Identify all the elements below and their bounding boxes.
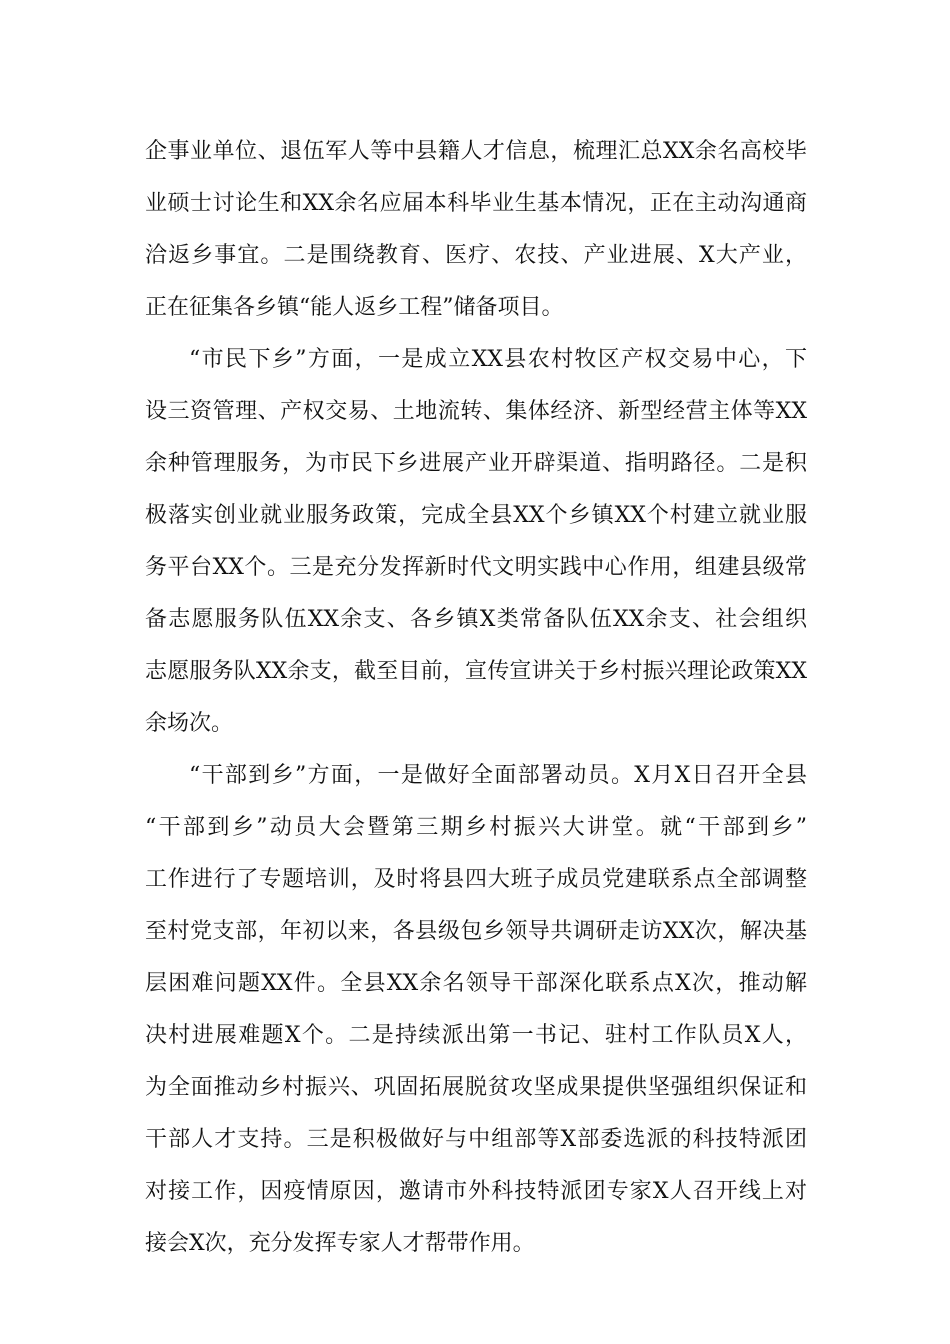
text-line: 至村党支部，年初以来，各县级包乡领导共调研走访XX次，解决基 <box>145 919 807 944</box>
text-line: 极落实创业就业服务政策，完成全县XX个乡镇XX个村建立就业服 <box>145 503 807 528</box>
text-line: 设三资管理、产权交易、土地流转、集体经济、新型经营主体等XX <box>145 399 807 424</box>
paragraph-cadres-to-countryside <box>145 750 807 1270</box>
text-line: 备志愿服务队伍XX余支、各乡镇X类常备队伍XX余支、社会组织 <box>145 607 807 632</box>
text-line: 接会X次，充分发挥专家人才帮带作用。 <box>145 1231 535 1256</box>
text-line: 决村进展难题X个。二是持续派出第一书记、驻村工作队员X人， <box>145 1023 807 1048</box>
text-line: “市民下乡”方面，一是成立XX县农村牧区产权交易中心，下 <box>189 347 807 372</box>
text-line: “干部到乡”方面，一是做好全面部署动员。X月X日召开全县 <box>189 763 807 788</box>
text-line: 洽返乡事宜。二是围绕教育、医疗、农技、产业进展、X大产业， <box>145 243 807 268</box>
text-line: 务平台XX个。三是充分发挥新时代文明实践中心作用，组建县级常 <box>145 555 807 580</box>
text-line: 干部人才支持。三是积极做好与中组部等X部委选派的科技特派团 <box>145 1127 807 1152</box>
text-line: 层困难问题XX件。全县XX余名领导干部深化联系点X次，推动解 <box>145 971 807 996</box>
text-line: 余种管理服务，为市民下乡进展产业开辟渠道、指明路径。二是积 <box>145 451 807 476</box>
text-line: 业硕士讨论生和XX余名应届本科毕业生基本情况，正在主动沟通商 <box>145 191 807 216</box>
text-line: 对接工作，因疫情原因，邀请市外科技特派团专家X人召开线上对 <box>145 1179 807 1204</box>
text-line: 工作进行了专题培训，及时将县四大班子成员党建联系点全部调整 <box>145 867 807 892</box>
text-line: 志愿服务队XX余支，截至目前，宣传宣讲关于乡村振兴理论政策XX <box>145 659 807 684</box>
document-body <box>145 126 807 1270</box>
text-line: 余场次。 <box>145 711 234 736</box>
text-line: 企事业单位、退伍军人等中县籍人才信息，梳理汇总XX余名高校毕 <box>145 139 807 164</box>
text-line: 正在征集各乡镇“能人返乡工程”储备项目。 <box>145 295 564 320</box>
text-line: 为全面推动乡村振兴、巩固拓展脱贫攻坚成果提供坚强组织保证和 <box>145 1075 807 1100</box>
paragraph-talent-return <box>145 126 807 334</box>
paragraph-citizens-to-countryside <box>145 334 807 750</box>
text-line: “干部到乡”动员大会暨第三期乡村振兴大讲堂。就“干部到乡” <box>145 815 807 840</box>
